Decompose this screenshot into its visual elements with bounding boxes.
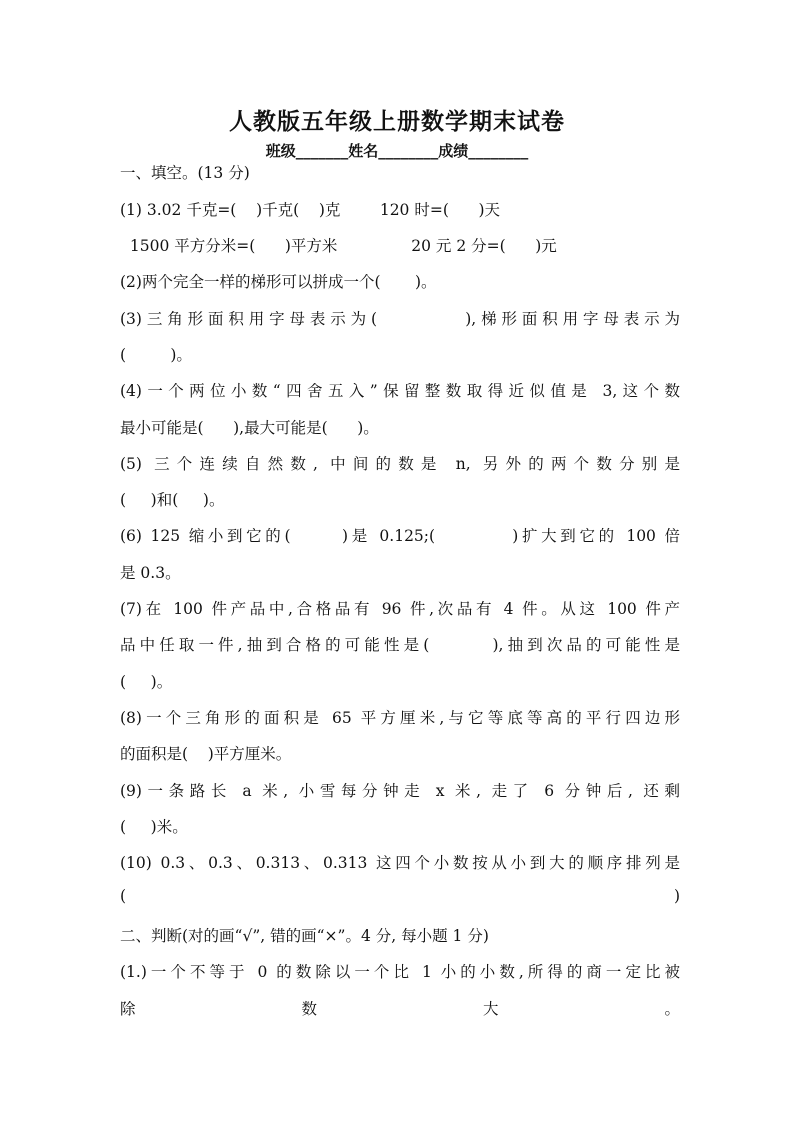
question-line: (3)三角形面积用字母表示为( ),梯形面积用字母表示为 <box>120 310 680 328</box>
question-line: (1.)一个不等于 0 的数除以一个比 1 小的小数,所得的商一定比被 <box>120 963 680 981</box>
question-line: 是 0.3。 <box>120 564 181 582</box>
section-heading-fill-in: 一、填空。(13 分) <box>120 164 250 182</box>
question-line: ( )。 <box>120 346 192 364</box>
question-line: 1500 平方分米=( )平方米 20 元 2 分=( )元 <box>120 237 557 255</box>
question-line: ( ) <box>120 887 680 905</box>
question-line: (6) 125 缩小到它的( )是 0.125;( )扩大到它的 100 倍 <box>120 527 680 545</box>
section-heading-true-false: 二、判断(对的画“√”, 错的画“×”。4 分, 每小题 1 分) <box>120 927 489 945</box>
page-title: 人教版五年级上册数学期末试卷 <box>229 108 565 135</box>
question-line: (1) 3.02 千克=( )千克( )克 120 时=( )天 <box>120 201 500 219</box>
question-line: (8)一个三角形的面积是 65 平方厘米,与它等底等高的平行四边形 <box>120 709 680 727</box>
question-line: (7)在 100 件产品中,合格品有 96 件,次品有 4 件。从这 100 件产 <box>120 600 680 618</box>
student-info-line: 班级_______姓名________成绩________ <box>265 142 529 160</box>
question-line: (4)一个两位小数“四舍五入”保留整数取得近似值是 3,这个数 <box>120 382 680 400</box>
question-line: ( )。 <box>120 673 173 691</box>
question-line: 的面积是( )平方厘米。 <box>120 745 292 763</box>
question-line: (9)一条路长 a 米, 小雪每分钟走 x 米, 走了 6 分钟后, 还剩 <box>120 782 680 800</box>
question-line: (5) 三个连续自然数, 中间的数是 n, 另外的两个数分别是 <box>120 455 680 473</box>
question-line: ( )米。 <box>120 818 188 836</box>
question-line: (2)两个完全一样的梯形可以拼成一个( )。 <box>120 273 437 291</box>
question-line: (10) 0.3、0.3、0.313、0.313 这四个小数按从小到大的顺序排列是 <box>120 854 680 872</box>
question-line: 除 数 大 。 <box>120 1000 680 1018</box>
question-line: 最小可能是( ),最大可能是( )。 <box>120 419 379 437</box>
question-line: 品中任取一件,抽到合格的可能性是( ),抽到次品的可能性是 <box>120 636 680 654</box>
question-line: ( )和( )。 <box>120 491 225 509</box>
